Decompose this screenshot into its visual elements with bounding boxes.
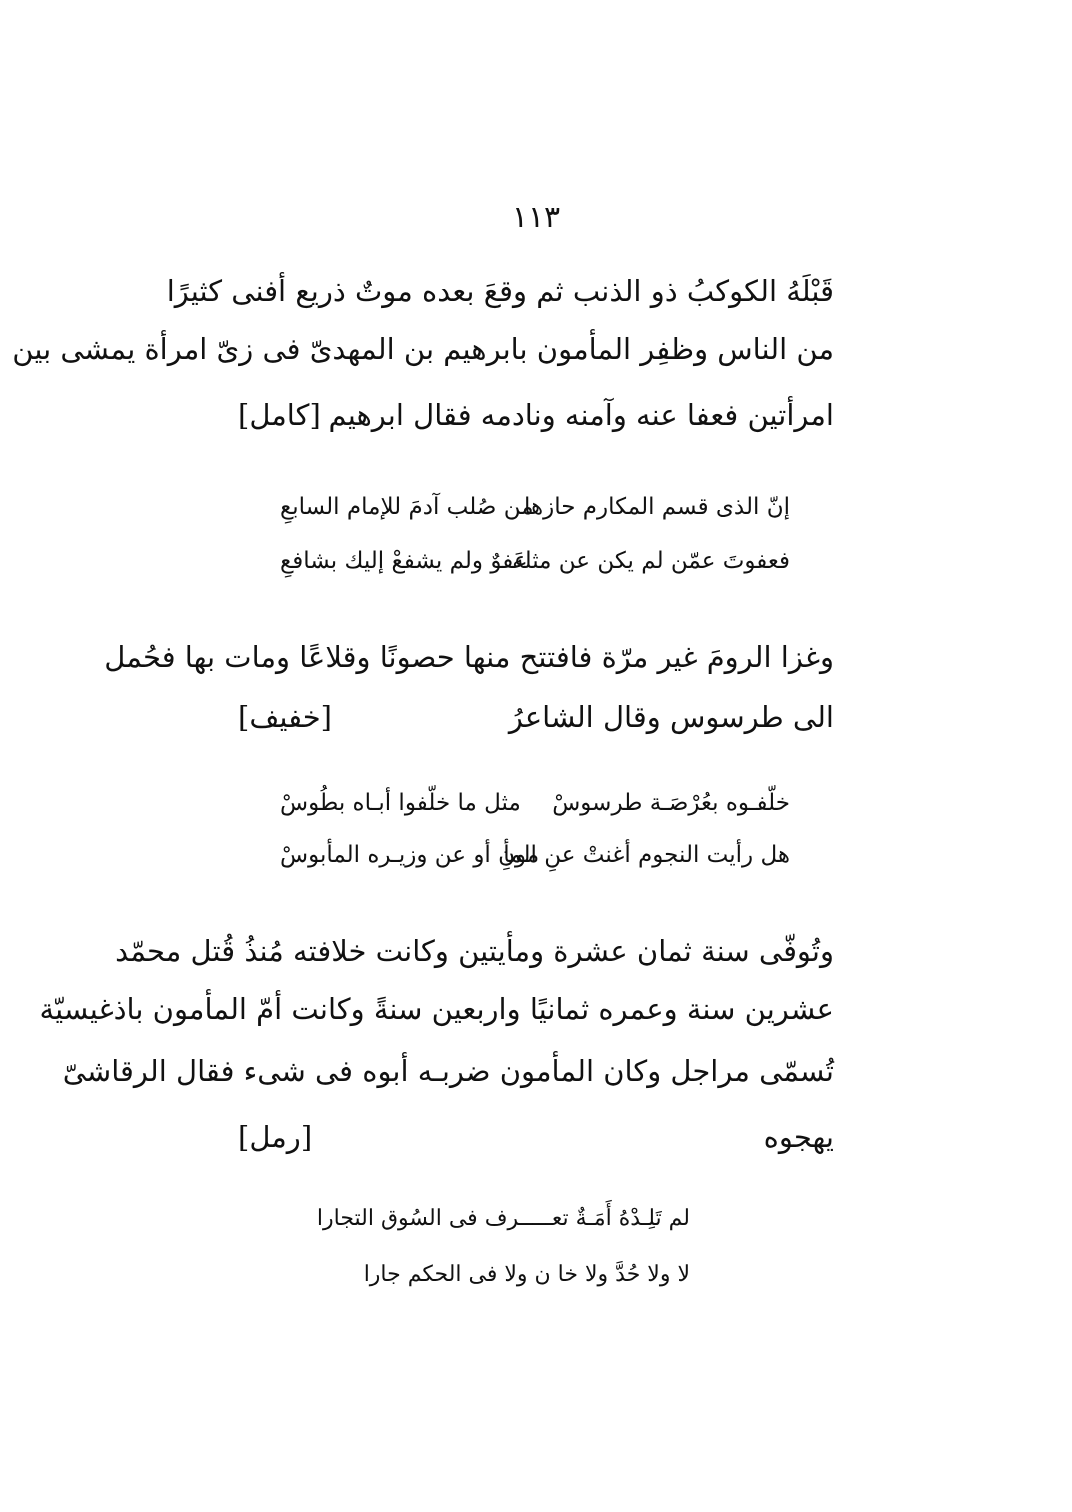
meter-label-kamil: [كامل] [238,398,321,432]
paragraph-line: يهجوه [رمل] [238,1108,834,1166]
paragraph-line: تُسمّى مراجل وكان المأمون ضربـه أبوه فى شىء فقال الرقاشىّ [62,1054,834,1088]
paragraph-line: قَبْلَهُ الكوكبُ ذو الذنب ثم وقعَ بعده موتٌ ذريع أفنى كثيرًا [166,274,834,308]
paragraph-line: وغزا الرومَ غير مرّة فافتتح منها حصونًا وقلاعًا ومات بها فحُمل [104,640,834,674]
paragraph-line: الى طرسوس وقال الشاعرُ [خفيف] [238,688,834,746]
paragraph-line: وتُوفّى سنة ثمان عشرة ومأيتين وكانت خلافته مُنذُ قُتل محمّد [115,934,834,968]
page-number: ١١٣ [511,200,561,235]
meter-label-ramal: [رمل] [238,1120,313,1154]
book-page: ١١٣ قَبْلَهُ الكوكبُ ذو الذنب ثم وقعَ بعده موتٌ ذريع أفنى كثيرًا من الناس وظفِر المأمون بابرهيم بن المهدىّ فى زىّ امرأة يمشى بين امرأتين فعفا عنه وآمنه ونادمه فقال ابرهيم [كامل] إنّ الذى قسم المكارم حازها من صُلب آدمَ للإمام السابعِ فعفوتَ عمّن لم يكن عن مثله عَفوٌ ولم يشفعْ إليك بشافعِ وغزا الرومَ غير مرّة فافتتح منها حصونًا وقلاعًا ومات بها فحُمل الى طرسوس وقال الشاعرُ [خفيف] خلّفـوه بعُرْصَـة طرسوسْ مثل ما خلّفوا أبـاه بطُوسْ هل رأيت النجوم أغنتْ عنِ المأ مونِ أو عن وزيـره المأبوسْ وتُوفّى سنة ثمان عشرة ومأيتين وكانت خلافته مُنذُ قُتل محمّد عشرين سنة وعمره ثمانيًا واربعين سنةً وكانت أمّ المأمون باذغيسيّة تُسمّى مراجل وكان المأمون ضربـه أبوه فى شىء فقال الرقاشىّ يهجوه [رمل] لم تَلِـدْهُ أَمَـةٌ تعـــــرف فى السُوق التجارا لا ولا حُدَّ ولا خا ن ولا فى الحكم جارا [0,0,1072,1512]
paragraph-line: عشرين سنة وعمره ثمانيًا واربعين سنةً وكانت أمّ المأمون باذغيسيّة [39,992,834,1026]
paragraph-line: من الناس وظفِر المأمون بابرهيم بن المهدىّ فى زىّ امرأة يمشى بين [12,332,834,366]
meter-label-khafif: [خفيف] [238,700,332,734]
paragraph-line: امرأتين فعفا عنه وآمنه ونادمه فقال ابرهيم [كامل] [238,386,834,444]
